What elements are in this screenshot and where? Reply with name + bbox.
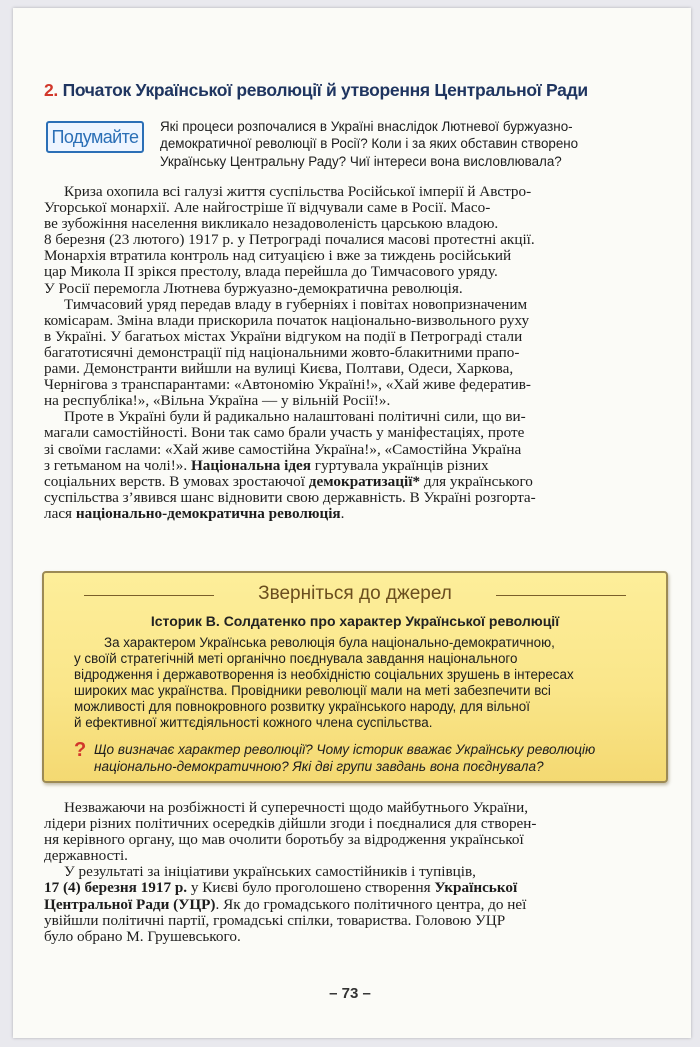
section-heading <box>44 80 644 101</box>
source-title: Зверніться до джерел <box>258 583 452 604</box>
quote-line: й ефективної життєдіяльності кожного члена суспільства. <box>74 715 433 730</box>
quote-line: можливості для повнокровного розвитку українського народу, для вільної <box>74 699 530 714</box>
text-fragment: гуртувала українців різних <box>310 456 489 474</box>
text-line: Тимчасовий уряд передав владу в губерніях і повітах новопризначеним <box>64 295 528 313</box>
text-line: державності. <box>44 847 128 865</box>
main-text <box>44 184 660 522</box>
text-line <box>44 506 660 522</box>
text-fragment: з гетьманом на чолі!». <box>44 456 188 474</box>
main-text-continued <box>44 800 660 945</box>
text-line: Проте в Україні були й радикально налаштовані політичні сили, що ви- <box>64 408 526 426</box>
question-line: національно-демократичною? Які дві групи завдань вона поєднувала? <box>94 759 544 774</box>
text-line: рами. Демонстранти вийшли на вулиці Києва, Полтави, Одеси, Харкова, <box>44 360 514 378</box>
think-questions <box>160 118 660 170</box>
source-author: Історик В. Солдатенко про характер Української революції <box>150 613 560 629</box>
question-line: Що визначає характер революції? Чому історик вважає Українську революцію <box>94 742 596 757</box>
text-line: магали самостійності. Вони так само брали участь у маніфестаціях, проте <box>44 424 525 442</box>
text-line: У результаті за ініціативи українських самостійників і тупівців, <box>64 863 476 881</box>
bold-term: Центральної Ради (УЦР) <box>44 895 216 913</box>
text-line: лідери різних політичних осередків дійшли згоди і поєдналися для створен- <box>44 815 537 833</box>
text-line: Монархія втратила контроль над ситуацією і вже за тиждень російський <box>44 247 512 265</box>
text-fragment: . <box>340 504 345 522</box>
text-line: Незважаючи на розбіжності й суперечності щодо майбутнього України, <box>64 799 528 816</box>
text-line: ня керівного органу, що мав очолити боротьбу за відродження української <box>44 831 524 849</box>
source-quote <box>74 635 640 731</box>
bold-term: Української <box>434 879 518 897</box>
think-label: Подумайте <box>51 127 139 147</box>
quote-line: у своїй стратегічній меті органічно поєднувала завдання національного <box>74 651 518 666</box>
paragraph-4 <box>44 800 660 864</box>
text-line: Угорської монархії. Але найгостріше її відчували саме в Росії. Масо- <box>44 199 491 217</box>
text-line: на республіка!», «Вільна Україна — у вільній Росії!». <box>44 392 391 410</box>
think-question-line: демократичної революції в Росії? Коли і за яких обставин створено <box>160 136 579 152</box>
paragraph-5 <box>44 864 660 944</box>
text-fragment: . Як до громадського політичного центра, до неї <box>215 895 527 913</box>
quote-line: широких мас українства. Провідники революції мали на меті забезпечити всі <box>74 683 551 698</box>
text-line <box>44 474 660 490</box>
bold-term: Національна ідея <box>190 456 311 474</box>
text-line: комісарам. Зміна влади прискорила початок національно-визвольного руху <box>44 311 530 329</box>
text-line <box>44 897 660 913</box>
text-line <box>44 880 660 896</box>
text-line: цар Микола II зрікся престолу, влада перейшла до Тимчасового уряду. <box>44 263 498 281</box>
text-line: зі своїми гаслами: «Хай живе самостійна Україна!», «Самостійна Україна <box>44 440 522 458</box>
text-line: суспільства з’явився шанс відновити свою державність. В Україні розгорта- <box>44 488 536 506</box>
source-question <box>74 741 644 775</box>
think-question-line: Які процеси розпочалися в Україні внаслідок Лютневої буржуазно- <box>160 119 573 134</box>
quote-line: За характером Українська революція була національно-демократичною, <box>104 635 555 650</box>
paragraph-1 <box>44 184 660 297</box>
text-line: Криза охопила всі галузі життя суспільства Російської імперії й Австро- <box>64 183 532 200</box>
text-fragment: лася <box>44 504 76 522</box>
text-line: 8 березня (23 лютого) 1917 р. у Петрограді почалися масові протестні акції. <box>44 231 535 249</box>
section-number: 2. <box>44 80 58 100</box>
text-fragment: у Києві було проголошено створення <box>187 879 435 897</box>
section-title: Початок Української революції й утворення Центральної Ради <box>62 80 588 100</box>
text-line: Чернігова з транспарантами: «Автономію Україні!», «Хай живе федератив- <box>44 376 531 394</box>
page-number: – 73 – <box>329 985 371 1002</box>
question-mark-icon: ? <box>74 739 87 761</box>
text-fragment: соціальних верств. В умовах зростаючої <box>44 472 309 490</box>
text-line: було обрано М. Грушевського. <box>44 927 241 945</box>
think-question-line: Українську Центральну Раду? Чиї інтереси вона висловлювала? <box>160 153 562 169</box>
paragraph-2 <box>44 297 660 410</box>
text-fragment: для українського <box>420 472 533 490</box>
quote-line: відродження і державотворення із необхідністю соціальних зрушень в інтересах <box>74 667 574 682</box>
text-line: ве зубожіння населення викликало незадоволеність царською владою. <box>44 215 499 233</box>
think-label-box <box>46 121 144 153</box>
source-box <box>42 571 668 783</box>
paragraph-3 <box>44 409 660 522</box>
text-line: увійшли політичні партії, громадські спілки, товариства. Головою УЦР <box>44 911 506 929</box>
text-line: в Україні. У багатьох містах України відгуком на події в Петрограді стали <box>44 327 523 345</box>
text-line: У Росії перемогла Лютнева буржуазно-демократична революція. <box>44 279 463 297</box>
bold-term: демократизації* <box>308 472 421 490</box>
bold-term: національно-демократична революція <box>75 504 341 522</box>
bold-term: 17 (4) березня 1917 р. <box>44 879 188 897</box>
text-line <box>44 458 660 474</box>
text-line: багатотисячні демонстрації під національними жовто-блакитними прапо- <box>44 343 520 361</box>
